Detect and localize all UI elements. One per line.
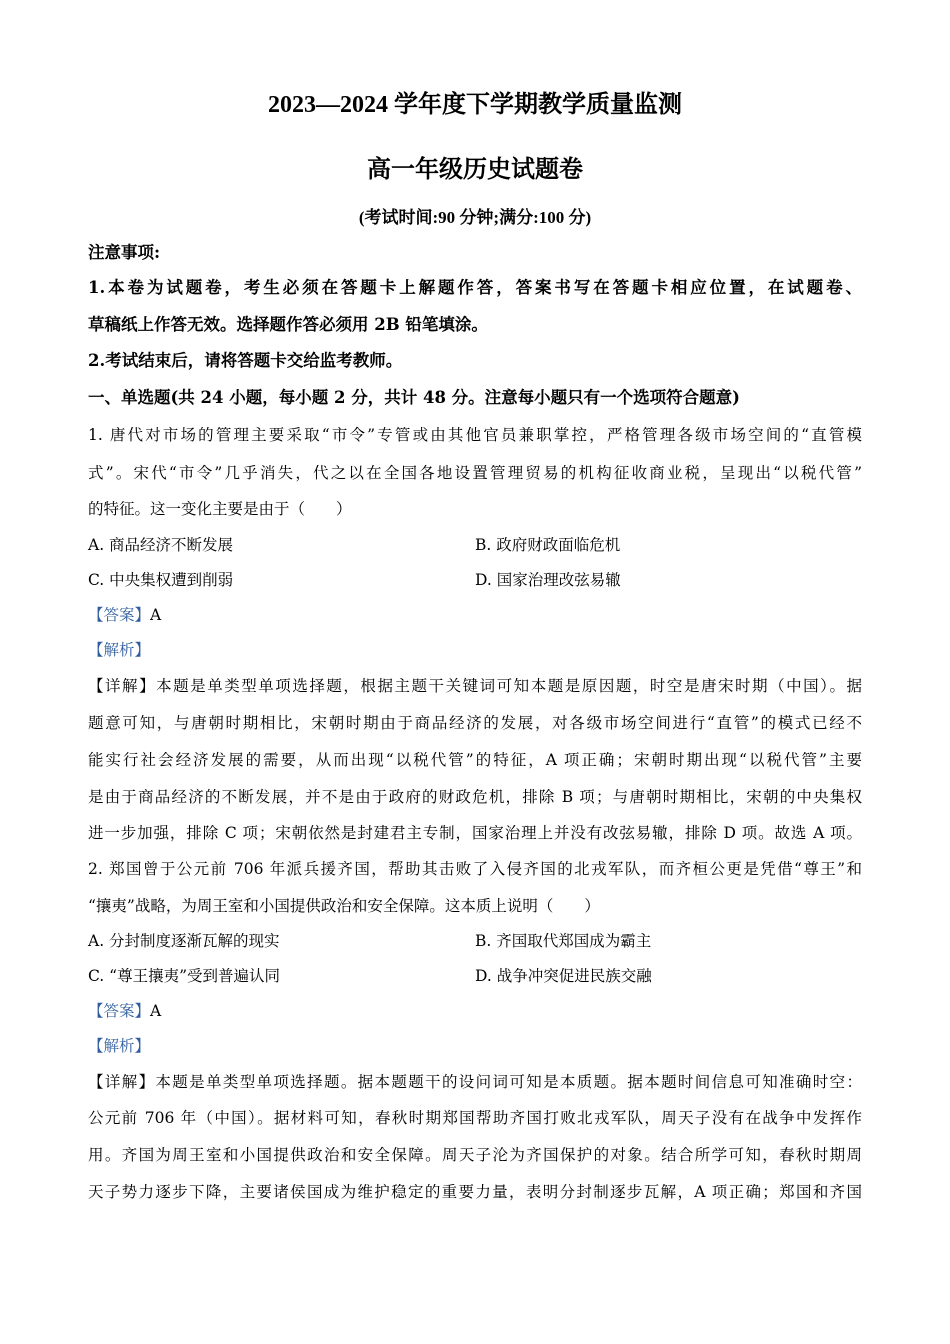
answer-value: A (150, 606, 162, 624)
detail-tag: 【详解】 (88, 1073, 156, 1091)
q2-option-c: C. “尊王攘夷”受到普遍认同 (88, 967, 281, 985)
q2-detail-line4: 天子势力逐步下降，主要诸侯国成为维护稳定的重要力量，表明分封制逐步瓦解，A 项正确；郑国和齐国 (88, 1183, 862, 1201)
q1-stem-line3: 的特征。这一变化主要是由于（ ） (88, 500, 352, 518)
q1-option-d: D. 国家治理改弦易辙 (475, 571, 621, 589)
q1-option-a: A. 商品经济不断发展 (88, 536, 234, 554)
notice-heading: 注意事项: (88, 243, 161, 262)
section-heading: 一、单选题(共 24 小题，每小题 2 分，共计 48 分。注意每小题只有一个选项符合题意) (88, 388, 740, 407)
q2-stem-line1: 2. 郑国曾于公元前 706 年派兵援齐国，帮助其击败了入侵齐国的北戎军队，而齐桓公更是凭借“尊王”和 (88, 860, 862, 878)
q2-stem-line2: “攘夷”战略，为周王室和小国提供政治和安全保障。这本质上说明（ ） (88, 897, 600, 915)
answer-value: A (150, 1002, 162, 1020)
q2-option-d: D. 战争冲突促进民族交融 (475, 967, 652, 985)
q2-option-a: A. 分封制度逐渐瓦解的现实 (88, 932, 280, 950)
q1-detail-line3: 能实行社会经济发展的需要，从而出现“以税代管”的特征，A 项正确；宋朝时期出现“以税代管”主要 (88, 751, 862, 769)
exam-info: (考试时间:90 分钟;满分:100 分) (358, 208, 592, 227)
exam-title: 2023—2024 学年度下学期教学质量监测 (268, 92, 682, 118)
q2-answer (88, 1000, 862, 1022)
q1-option-c: C. 中央集权遭到削弱 (88, 571, 234, 589)
q1-detail-line4: 是由于商品经济的不断发展，并不是由于政府的财政危机，排除 B 项；与唐朝时期相比，宋朝的中央集权 (88, 788, 862, 806)
q1-detail-line1: 【详解】本题是单类型单项选择题，根据主题干关键词可知本题是原因题，时空是唐宋时期（中国）。据 (88, 677, 862, 695)
exam-subtitle: 高一年级历史试题卷 (367, 157, 583, 183)
q1-detail-line5: 进一步加强，排除 C 项；宋朝依然是封建君主专制，国家治理上并没有改弦易辙，排除 D 项。故选 A 项。 (88, 824, 862, 842)
answer-tag: 【答案】 (88, 606, 151, 624)
q2-detail-line3: 用。齐国为周王室和小国提供政治和安全保障。周天子沦为齐国保护的对象。结合所学可知，春秋时期周 (88, 1146, 862, 1164)
q1-option-b: B. 政府财政面临危机 (475, 536, 621, 554)
answer-tag: 【答案】 (88, 1002, 151, 1020)
q2-detail-line2: 公元前 706 年（中国）。据材料可知，春秋时期郑国帮助齐国打败北戎军队，周天子没有在战争中发挥作 (88, 1109, 862, 1127)
q1-stem-line2: 式”。宋代“市令”几乎消失，代之以在全国各地设置管理贸易的机构征收商业税，呈现出“以税代管” (88, 464, 862, 482)
q2-option-b: B. 齐国取代郑国成为霸主 (475, 932, 652, 950)
q1-stem-line1: 1. 唐代对市场的管理主要采取“市令”专管或由其他官员兼职掌控，严格管理各级市场空间的“直管模 (88, 426, 862, 444)
notice-item2: 2.考试结束后，请将答题卡交给监考教师。 (88, 351, 403, 370)
detail-tag: 【详解】 (88, 677, 157, 695)
q2-detail-line1: 【详解】本题是单类型单项选择题。据本题题干的设问词可知是本质题。据本题时间信息可知准确时空： (88, 1073, 862, 1091)
notice-item1-line1: 1.本卷为试题卷，考生必须在答题卡上解题作答，答案书写在答题卡相应位置，在试题卷、 (88, 278, 862, 297)
q1-detail-line2: 题意可知，与唐朝时期相比，宋朝时期由于商品经济的发展，对各级市场空间进行“直管”的模式已经不 (88, 714, 862, 732)
q1-analysis-tag: 【解析】 (88, 641, 151, 659)
q1-answer (88, 604, 862, 626)
notice-item1-line2: 草稿纸上作答无效。选择题作答必须用 2B 铅笔填涂。 (88, 315, 488, 334)
q2-analysis-tag: 【解析】 (88, 1037, 151, 1055)
